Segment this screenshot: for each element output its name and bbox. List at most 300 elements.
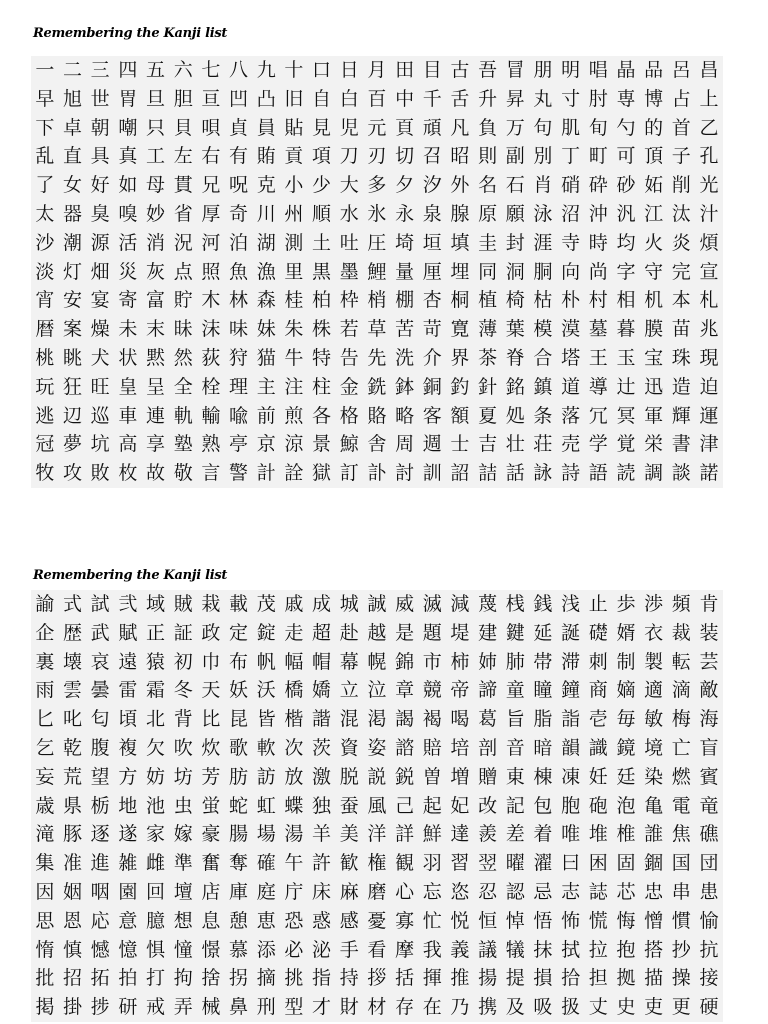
kanji-character: 鐘 xyxy=(561,679,581,702)
kanji-character: 芸 xyxy=(699,650,719,673)
kanji-character: 洞 xyxy=(505,260,525,283)
kanji-character: 末 xyxy=(146,318,166,341)
kanji-character: 可 xyxy=(616,145,636,168)
kanji-character: 汐 xyxy=(422,174,442,197)
kanji-character: 茨 xyxy=(312,736,332,759)
kanji-character: 式 xyxy=(63,593,83,615)
kanji-character: 格 xyxy=(339,404,359,427)
kanji-character: 弄 xyxy=(173,996,193,1019)
kanji-character: 掲 xyxy=(35,996,55,1019)
kanji-character: 望 xyxy=(90,765,110,788)
kanji-character: 銭 xyxy=(533,593,553,615)
kanji-character: 呪 xyxy=(229,174,249,197)
kanji-character: 植 xyxy=(478,289,498,312)
kanji-character: 腺 xyxy=(450,202,470,225)
kanji-character: 覚 xyxy=(616,433,636,456)
kanji-character: 曜 xyxy=(505,852,525,875)
kanji-character: 如 xyxy=(118,174,138,197)
kanji-character: 肺 xyxy=(505,650,525,673)
kanji-character: 填 xyxy=(450,231,470,254)
kanji-character: 母 xyxy=(146,174,166,197)
kanji-character: 乱 xyxy=(35,145,55,168)
kanji-character: 巡 xyxy=(90,404,110,427)
kanji-character: 北 xyxy=(146,708,166,731)
kanji-character: 畑 xyxy=(90,260,110,283)
kanji-character: 械 xyxy=(201,996,221,1019)
kanji-character: 呂 xyxy=(671,59,691,81)
kanji-character: 軍 xyxy=(644,404,664,427)
kanji-character: 凍 xyxy=(561,765,581,788)
kanji-character: 胃 xyxy=(118,87,138,110)
kanji-character: 抄 xyxy=(671,938,691,961)
kanji-character: 蛇 xyxy=(229,794,249,817)
kanji-character: 州 xyxy=(284,202,304,225)
kanji-character: 点 xyxy=(173,260,193,283)
kanji-character: 煩 xyxy=(699,231,719,254)
kanji-character: 妖 xyxy=(229,679,249,702)
kanji-character: 謁 xyxy=(395,708,415,731)
kanji-character: 輸 xyxy=(201,404,221,427)
kanji-character: 氷 xyxy=(367,202,387,225)
kanji-character: 桟 xyxy=(505,593,525,615)
kanji-character: 嘲 xyxy=(118,116,138,139)
kanji-character: 羽 xyxy=(422,852,442,875)
kanji-character: 曇 xyxy=(90,679,110,702)
kanji-character: 沼 xyxy=(561,202,581,225)
kanji-character: 妹 xyxy=(256,318,276,341)
kanji-character: 漁 xyxy=(256,260,276,283)
kanji-character: 早 xyxy=(35,87,55,110)
kanji-character: 明 xyxy=(561,59,581,81)
kanji-character: 載 xyxy=(229,593,249,615)
kanji-character: 更 xyxy=(671,996,691,1019)
kanji-character: 県 xyxy=(63,794,83,817)
kanji-character: 憾 xyxy=(90,938,110,961)
kanji-character: 孔 xyxy=(699,145,719,168)
kanji-character: 書 xyxy=(671,433,691,456)
kanji-character: 拠 xyxy=(616,967,636,990)
kanji-character: 桃 xyxy=(35,346,55,369)
kanji-character: 売 xyxy=(561,433,581,456)
kanji-character: 比 xyxy=(201,708,221,731)
kanji-character: 各 xyxy=(312,404,332,427)
kanji-character: 里 xyxy=(284,260,304,283)
kanji-character: 泡 xyxy=(616,794,636,817)
kanji-character: 沫 xyxy=(201,318,221,341)
kanji-character: 札 xyxy=(699,289,719,312)
kanji-character: 肯 xyxy=(699,593,719,615)
kanji-character: 誠 xyxy=(367,593,387,615)
kanji-character: 工 xyxy=(146,145,166,168)
kanji-character: 憎 xyxy=(644,909,664,932)
kanji-character: 前 xyxy=(256,404,276,427)
kanji-character: 婿 xyxy=(616,621,636,644)
kanji-character: 史 xyxy=(616,996,636,1019)
kanji-character: 惧 xyxy=(146,938,166,961)
kanji-character: 竜 xyxy=(699,794,719,817)
kanji-character: 固 xyxy=(616,852,636,875)
kanji-character: 拉 xyxy=(588,938,608,961)
kanji-character: 十 xyxy=(284,59,304,81)
kanji-character: 剖 xyxy=(478,736,498,759)
kanji-character: 子 xyxy=(671,145,691,168)
kanji-character: 激 xyxy=(312,765,332,788)
kanji-character: 多 xyxy=(367,174,387,197)
page-title: Remembering the Kanji list xyxy=(33,26,228,41)
kanji-character: 枠 xyxy=(339,289,359,312)
kanji-character: 海 xyxy=(699,708,719,731)
kanji-character: 七 xyxy=(201,59,221,81)
kanji-character: 包 xyxy=(533,794,553,817)
kanji-character: 辻 xyxy=(616,375,636,398)
kanji-character: 超 xyxy=(312,621,332,644)
kanji-character: 告 xyxy=(339,346,359,369)
kanji-character: 喝 xyxy=(450,708,470,731)
kanji-character: 池 xyxy=(146,794,166,817)
kanji-character: 習 xyxy=(450,852,470,875)
kanji-character: 幌 xyxy=(367,650,387,673)
kanji-character: 墨 xyxy=(339,260,359,283)
kanji-character: 武 xyxy=(90,621,110,644)
kanji-character: 了 xyxy=(35,174,55,197)
kanji-character: 界 xyxy=(450,346,470,369)
kanji-character: 美 xyxy=(339,823,359,846)
kanji-character: 勺 xyxy=(616,116,636,139)
kanji-grid xyxy=(31,590,723,1022)
kanji-character: 帝 xyxy=(450,679,470,702)
kanji-character: 安 xyxy=(63,289,83,312)
kanji-character: 型 xyxy=(284,996,304,1019)
kanji-character: 拓 xyxy=(90,967,110,990)
kanji-character: 諮 xyxy=(395,736,415,759)
kanji-character: 警 xyxy=(229,462,249,485)
kanji-character: 製 xyxy=(644,650,664,673)
kanji-character: 刀 xyxy=(339,145,359,168)
kanji-character: 城 xyxy=(339,593,359,615)
kanji-character: 在 xyxy=(422,996,442,1019)
kanji-character: 宵 xyxy=(35,289,55,312)
kanji-character: 状 xyxy=(118,346,138,369)
kanji-character: 泌 xyxy=(312,938,332,961)
kanji-character: 朴 xyxy=(561,289,581,312)
kanji-character: 渉 xyxy=(644,593,664,615)
kanji-character: 栄 xyxy=(644,433,664,456)
kanji-character: 享 xyxy=(146,433,166,456)
kanji-character: 沙 xyxy=(35,231,55,254)
kanji-character: 推 xyxy=(450,967,470,990)
kanji-character: 昌 xyxy=(699,59,719,81)
kanji-character: 諦 xyxy=(478,679,498,702)
kanji-character: 朋 xyxy=(533,59,553,81)
kanji-character: 息 xyxy=(201,909,221,932)
kanji-character: 魚 xyxy=(229,260,249,283)
kanji-character: 慣 xyxy=(671,909,691,932)
kanji-character: 洋 xyxy=(367,823,387,846)
kanji-character: 注 xyxy=(284,375,304,398)
kanji-character: 梅 xyxy=(671,708,691,731)
kanji-character: 拾 xyxy=(561,967,581,990)
kanji-character: 口 xyxy=(312,59,332,81)
kanji-character: 栓 xyxy=(201,375,221,398)
kanji-character: 雷 xyxy=(118,679,138,702)
kanji-character: 瞳 xyxy=(533,679,553,702)
kanji-character: 染 xyxy=(644,765,664,788)
kanji-character: 森 xyxy=(256,289,276,312)
kanji-character: 杏 xyxy=(422,289,442,312)
kanji-character: 諾 xyxy=(699,462,719,485)
kanji-character: 建 xyxy=(478,621,498,644)
kanji-character: 音 xyxy=(505,736,525,759)
kanji-character: 悔 xyxy=(616,909,636,932)
kanji-character: 茶 xyxy=(478,346,498,369)
kanji-character: 困 xyxy=(588,852,608,875)
kanji-character: 我 xyxy=(422,938,442,961)
kanji-character: 同 xyxy=(478,260,498,283)
kanji-character: 蛍 xyxy=(201,794,221,817)
kanji-character: 冬 xyxy=(173,679,193,702)
kanji-character: 議 xyxy=(478,938,498,961)
kanji-character: 憬 xyxy=(201,938,221,961)
kanji-character: 打 xyxy=(146,967,166,990)
kanji-character: 方 xyxy=(118,765,138,788)
kanji-character: 臆 xyxy=(146,909,166,932)
kanji-character: 首 xyxy=(671,116,691,139)
kanji-character: 釣 xyxy=(450,375,470,398)
kanji-character: 差 xyxy=(505,823,525,846)
kanji-character: 寛 xyxy=(450,318,470,341)
kanji-character: 準 xyxy=(173,852,193,875)
kanji-character: 呈 xyxy=(146,375,166,398)
kanji-character: 錠 xyxy=(256,621,276,644)
kanji-character: 誌 xyxy=(588,880,608,903)
kanji-character: 落 xyxy=(561,404,581,427)
kanji-character: 帆 xyxy=(256,650,276,673)
kanji-character: 扱 xyxy=(561,996,581,1019)
kanji-character: 詣 xyxy=(561,708,581,731)
kanji-character: 均 xyxy=(616,231,636,254)
kanji-character: 銅 xyxy=(422,375,442,398)
kanji-character: 財 xyxy=(339,996,359,1019)
kanji-character: 案 xyxy=(63,318,83,341)
kanji-character: 滞 xyxy=(561,650,581,673)
kanji-character: 進 xyxy=(90,852,110,875)
kanji-character: 詔 xyxy=(450,462,470,485)
kanji-character: 妙 xyxy=(146,202,166,225)
kanji-character: 石 xyxy=(505,174,525,197)
kanji-character: 奪 xyxy=(229,852,249,875)
kanji-character: 垣 xyxy=(422,231,442,254)
kanji-character: 心 xyxy=(395,880,415,903)
kanji-character: 泉 xyxy=(422,202,442,225)
kanji-character: 奮 xyxy=(201,852,221,875)
kanji-character: 集 xyxy=(35,852,55,875)
kanji-character: 乞 xyxy=(35,736,55,759)
kanji-character: 忍 xyxy=(478,880,498,903)
kanji-character: 准 xyxy=(63,852,83,875)
kanji-character: 桐 xyxy=(450,289,470,312)
kanji-character: 八 xyxy=(229,59,249,81)
kanji-character: 兆 xyxy=(699,318,719,341)
kanji-character: 詮 xyxy=(284,462,304,485)
kanji-character: 太 xyxy=(35,202,55,225)
kanji-character: 六 xyxy=(173,59,193,81)
kanji-character: 乃 xyxy=(450,996,470,1019)
kanji-character: 晶 xyxy=(616,59,636,81)
kanji-character: 妬 xyxy=(644,174,664,197)
kanji-character: 詳 xyxy=(395,823,415,846)
kanji-character: 火 xyxy=(644,231,664,254)
kanji-character: 亀 xyxy=(644,794,664,817)
kanji-character: 資 xyxy=(339,736,359,759)
kanji-character: 歴 xyxy=(63,621,83,644)
kanji-character: 桂 xyxy=(284,289,304,312)
kanji-character: 研 xyxy=(118,996,138,1019)
kanji-character: 砲 xyxy=(588,794,608,817)
kanji-character: 叱 xyxy=(63,708,83,731)
kanji-character: 寄 xyxy=(118,289,138,312)
kanji-character: 理 xyxy=(229,375,249,398)
kanji-character: 雲 xyxy=(63,679,83,702)
kanji-character: 滴 xyxy=(671,679,691,702)
kanji-character: 猿 xyxy=(146,650,166,673)
kanji-character: 砕 xyxy=(588,174,608,197)
kanji-character: 拘 xyxy=(173,967,193,990)
kanji-character: 敵 xyxy=(699,679,719,702)
kanji-character: 憶 xyxy=(118,938,138,961)
kanji-character: 上 xyxy=(699,87,719,110)
kanji-character: 暮 xyxy=(616,318,636,341)
kanji-character: 慕 xyxy=(229,938,249,961)
kanji-character: 条 xyxy=(533,404,553,427)
kanji-character: 貝 xyxy=(173,116,193,139)
kanji-character: 副 xyxy=(505,145,525,168)
kanji-character: 朱 xyxy=(284,318,304,341)
kanji-character: 寡 xyxy=(395,909,415,932)
kanji-character: 拍 xyxy=(118,967,138,990)
kanji-character: 吏 xyxy=(644,996,664,1019)
kanji-character: 朝 xyxy=(90,116,110,139)
kanji-character: 旦 xyxy=(146,87,166,110)
kanji-character: 豚 xyxy=(63,823,83,846)
kanji-character: 帽 xyxy=(312,650,332,673)
kanji-character: 亡 xyxy=(671,736,691,759)
kanji-character: 諧 xyxy=(312,708,332,731)
kanji-character: 逃 xyxy=(35,404,55,427)
kanji-character: 敗 xyxy=(90,462,110,485)
kanji-character: 湖 xyxy=(256,231,276,254)
kanji-character: 壇 xyxy=(173,880,193,903)
kanji-character: 混 xyxy=(339,708,359,731)
kanji-character: 談 xyxy=(671,462,691,485)
kanji-character: 占 xyxy=(671,87,691,110)
kanji-character: 硬 xyxy=(699,996,719,1019)
kanji-character: 宴 xyxy=(90,289,110,312)
kanji-character: 景 xyxy=(312,433,332,456)
kanji-character: 汎 xyxy=(616,202,636,225)
kanji-character: 万 xyxy=(505,116,525,139)
kanji-character: 忙 xyxy=(422,909,442,932)
kanji-character: 好 xyxy=(90,174,110,197)
kanji-character: 止 xyxy=(588,593,608,615)
kanji-character: 意 xyxy=(118,909,138,932)
kanji-character: 田 xyxy=(395,59,415,81)
kanji-character: 木 xyxy=(201,289,221,312)
kanji-character: 句 xyxy=(533,116,553,139)
kanji-character: 携 xyxy=(478,996,498,1019)
kanji-character: 恵 xyxy=(256,909,276,932)
kanji-character: 熟 xyxy=(201,433,221,456)
kanji-character: 昆 xyxy=(229,708,249,731)
kanji-character: 暦 xyxy=(35,318,55,341)
kanji-character: 拶 xyxy=(367,967,387,990)
kanji-character: 葛 xyxy=(478,708,498,731)
kanji-character: 姻 xyxy=(63,880,83,903)
kanji-character: 苦 xyxy=(395,318,415,341)
kanji-character: 電 xyxy=(671,794,691,817)
kanji-character: 恣 xyxy=(450,880,470,903)
kanji-character: 諭 xyxy=(35,593,55,615)
kanji-character: 芳 xyxy=(201,765,221,788)
kanji-character: 翌 xyxy=(478,852,498,875)
kanji-character: 刺 xyxy=(588,650,608,673)
kanji-character: 嗅 xyxy=(118,202,138,225)
kanji-character: 達 xyxy=(450,823,470,846)
kanji-character: 具 xyxy=(90,145,110,168)
kanji-character: 涼 xyxy=(284,433,304,456)
kanji-character: 銑 xyxy=(367,375,387,398)
kanji-character: 旨 xyxy=(505,708,525,731)
kanji-character: 招 xyxy=(63,967,83,990)
kanji-character: 戒 xyxy=(146,996,166,1019)
kanji-character: 埋 xyxy=(450,260,470,283)
kanji-character: 串 xyxy=(671,880,691,903)
kanji-list-section-2 xyxy=(31,566,723,1022)
kanji-character: 昭 xyxy=(450,145,470,168)
kanji-character: 庫 xyxy=(229,880,249,903)
kanji-character: 歓 xyxy=(339,852,359,875)
kanji-character: 堤 xyxy=(450,621,470,644)
kanji-character: 河 xyxy=(201,231,221,254)
kanji-character: 貼 xyxy=(284,116,304,139)
kanji-character: 先 xyxy=(367,346,387,369)
kanji-character: 栃 xyxy=(90,794,110,817)
kanji-character: 鍵 xyxy=(505,621,525,644)
kanji-character: 掛 xyxy=(63,996,83,1019)
kanji-character: 放 xyxy=(284,765,304,788)
kanji-character: 慎 xyxy=(63,938,83,961)
kanji-character: 団 xyxy=(699,852,719,875)
kanji-character: 客 xyxy=(422,404,442,427)
kanji-character: 宣 xyxy=(699,260,719,283)
kanji-character: 複 xyxy=(118,736,138,759)
kanji-character: 三 xyxy=(90,59,110,81)
kanji-character: 柿 xyxy=(450,650,470,673)
kanji-character: 封 xyxy=(505,231,525,254)
kanji-character: 壮 xyxy=(505,433,525,456)
kanji-character: 忠 xyxy=(644,880,664,903)
kanji-character: 原 xyxy=(478,202,498,225)
kanji-character: 攻 xyxy=(63,462,83,485)
kanji-character: 燥 xyxy=(90,318,110,341)
kanji-character: 損 xyxy=(533,967,553,990)
kanji-character: 眺 xyxy=(63,346,83,369)
kanji-character: 皇 xyxy=(118,375,138,398)
kanji-character: 梢 xyxy=(367,289,387,312)
kanji-character: 願 xyxy=(505,202,525,225)
kanji-character: 頑 xyxy=(422,116,442,139)
kanji-character: 賦 xyxy=(118,621,138,644)
kanji-character: 場 xyxy=(256,823,276,846)
